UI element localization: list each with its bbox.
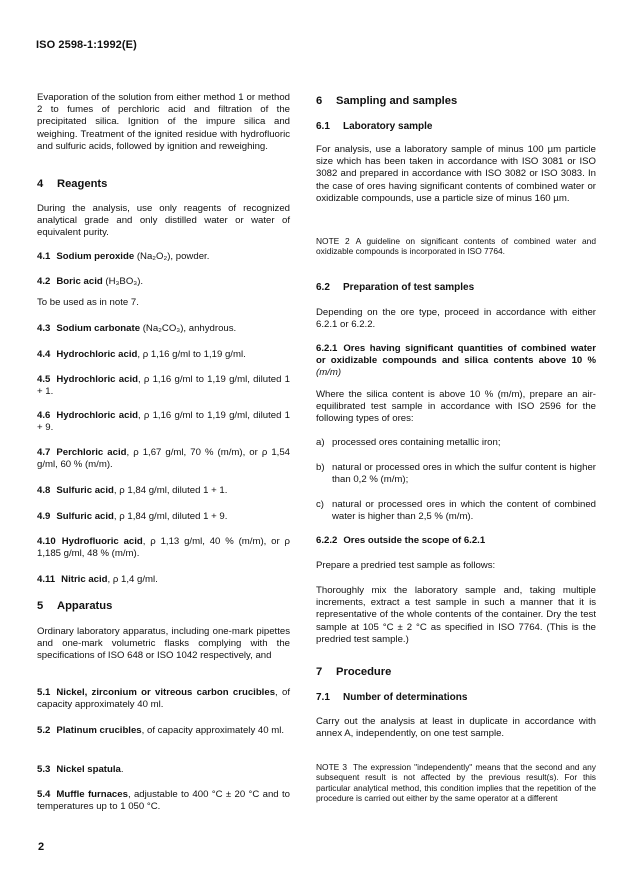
laboratory-sample-paragraph: For analysis, use a laboratory sample of minus 100 µm particle size which has been taken in accordance with ISO 3081 or ISO 3082 and prepared in accordance with ISO 3082 or ISO 3083. In the case of ores having significant contents of combined water or oxidizable compounds, use a particle size of minus 160 µm. — [316, 144, 596, 204]
reagent-note: To be used as in note 7. — [37, 297, 139, 308]
reagent-item: 4.6 Hydrochloric acid, ρ 1,16 g/ml to 1,19 g/ml, diluted 1 + 9. — [37, 410, 290, 434]
reagent-item: 4.5 Hydrochloric acid, ρ 1,16 g/ml to 1,19 g/ml, diluted 1 + 1. — [37, 374, 290, 398]
section-heading-apparatus: 5 Apparatus — [37, 600, 113, 612]
subsection-6-2-2-paragraph: Prepare a predried test sample as follows: — [316, 560, 496, 571]
reagent-item: 4.10 Hydrofluoric acid, ρ 1,13 g/ml, 40 % (m/m), or ρ 1,185 g/ml, 48 % (m/m). — [37, 536, 290, 560]
subsection-heading-determinations: 7.1 Number of determinations — [316, 692, 468, 703]
method-summary-paragraph: Evaporation of the solution from either method 1 or method 2 to fumes of perchloric acid and filtration of the precipitated silica. Ignition of the impure silica and weighing. Treatment of the ignited residue with hydrofluoric and sulfuric acids, followed by ignition and reweighing. — [37, 92, 290, 152]
test-samples-paragraph: Depending on the ore type, proceed in accordance with either 6.2.1 or 6.2.2. — [316, 307, 596, 331]
reagent-item: 4.9 Sulfuric acid, ρ 1,84 g/ml, diluted 1 + 9. — [37, 511, 228, 522]
subsection-heading-test-samples: 6.2 Preparation of test samples — [316, 282, 475, 293]
ore-type-item-b: b) natural or processed ores in which the sulfur content is higher than 0,2 % (m/m); — [316, 462, 596, 486]
note-2: NOTE 2 A guideline on significant contents of combined water and oxidizable compounds is incorporated in ISO 7764. — [316, 236, 596, 257]
ore-type-item-c: c) natural or processed ores in which the content of combined water is higher than 2,5 % (m/m). — [316, 499, 596, 523]
note-3: NOTE 3 The expression "independently" means that the second and any subsequent result is not affected by the previous result(s). For this particular analytical method, this condition implies that the repetition of the procedure is carried out either by the same operator at a different — [316, 762, 596, 804]
page-number: 2 — [38, 841, 45, 853]
reagent-item: 4.7 Perchloric acid, ρ 1,67 g/ml, 70 % (m/m), or ρ 1,54 g/ml, 60 % (m/m). — [37, 447, 291, 471]
ore-type-item-a: a) processed ores containing metallic iron; — [316, 437, 501, 448]
section-heading-procedure: 7 Procedure — [316, 666, 392, 678]
reagent-item: 4.4 Hydrochloric acid, ρ 1,16 g/ml to 1,19 g/ml. — [37, 349, 246, 360]
apparatus-item: 5.2 Platinum crucibles, of capacity approximately 40 ml. — [37, 725, 285, 736]
determinations-paragraph: Carry out the analysis at least in duplicate in accordance with annex A, independently, on one test sample. — [316, 716, 596, 740]
reagent-item: 4.8 Sulfuric acid, ρ 1,84 g/ml, diluted 1 + 1. — [37, 485, 228, 496]
reagent-item: 4.2 Boric acid (H₃BO₃). — [37, 276, 144, 287]
document-header: ISO 2598-1:1992(E) — [36, 39, 137, 51]
reagent-item: 4.3 Sodium carbonate (Na₂CO₃), anhydrous. — [37, 323, 237, 334]
subsection-6-2-1-heading: 6.2.1 Ores having significant quantities of combined water or oxidizable compounds and silica contents above 10 % (m/m) — [316, 343, 596, 379]
subsection-heading-laboratory-sample: 6.1 Laboratory sample — [316, 121, 433, 132]
reagents-intro: During the analysis, use only reagents of recognized analytical grade and only distilled water or water of equivalent purity. — [37, 203, 290, 239]
section-heading-sampling: 6 Sampling and samples — [316, 95, 458, 107]
reagent-item: 4.1 Sodium peroxide (Na₂O₂), powder. — [37, 251, 210, 262]
apparatus-intro: Ordinary laboratory apparatus, including one-mark pipettes and one-mark volumetric flasks complying with the specifications of ISO 648 or ISO 1042 respectively, and — [37, 626, 290, 662]
reagent-item: 4.11 Nitric acid, ρ 1,4 g/ml. — [37, 574, 158, 585]
apparatus-item: 5.3 Nickel spatula. — [37, 764, 124, 775]
subsection-6-2-2-heading: 6.2.2 Ores outside the scope of 6.2.1 — [316, 535, 486, 546]
apparatus-item: 5.1 Nickel, zirconium or vitreous carbon crucibles, of capacity approximately 40 ml. — [37, 687, 290, 711]
subsection-6-2-1-paragraph: Where the silica content is above 10 % (m/m), prepare an air-equilibrated test sample in accordance with ISO 2596 for the following types of ores: — [316, 389, 596, 425]
subsection-6-2-2-procedure: Thoroughly mix the laboratory sample and, taking multiple increments, extract a test sample in such a manner that it is representative of the whole contents of the container. Dry the test sample at 105 °C ± 2 °C as specified in ISO 7764. (This is the predried test sample.) — [316, 585, 596, 645]
section-heading-reagents: 4 Reagents — [37, 178, 108, 190]
apparatus-item: 5.4 Muffle furnaces, adjustable to 400 °C ± 20 °C and to temperatures up to 1 050 °C. — [37, 789, 290, 813]
